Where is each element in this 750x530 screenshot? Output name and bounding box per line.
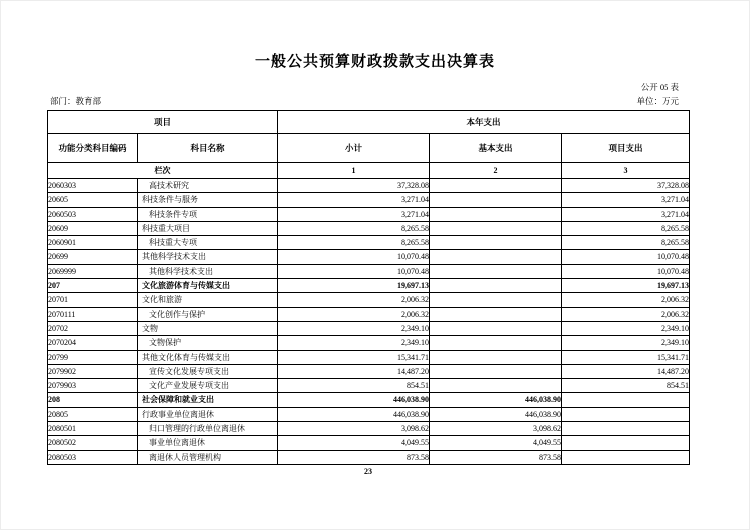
cell-project-expenditure: 2,006.32	[562, 293, 690, 307]
column-header-name: 科目名称	[138, 134, 278, 163]
cell-subtotal: 3,271.04	[278, 193, 430, 207]
column-index-3: 3	[562, 163, 690, 179]
header-columns-row	[48, 134, 690, 163]
cell-code: 2080503	[48, 450, 138, 464]
cell-basic-expenditure	[430, 207, 562, 221]
cell-subtotal: 873.58	[278, 450, 430, 464]
cell-code: 2070111	[48, 307, 138, 321]
cell-subject-name: 高技术研究	[138, 179, 278, 193]
unit-label: 单位：万元	[636, 96, 679, 106]
cell-code: 208	[48, 393, 138, 407]
cell-subject-name: 科技条件专项	[138, 207, 278, 221]
table-row	[48, 407, 690, 421]
cell-subject-name: 文化产业发展专项支出	[138, 379, 278, 393]
cell-subtotal: 10,070.48	[278, 264, 430, 278]
cell-subtotal: 4,049.55	[278, 436, 430, 450]
cell-basic-expenditure	[430, 321, 562, 335]
cell-subtotal: 15,341.71	[278, 350, 430, 364]
cell-subtotal: 446,038.90	[278, 393, 430, 407]
cell-subtotal: 2,349.10	[278, 336, 430, 350]
table-row	[48, 364, 690, 378]
cell-subtotal: 8,265.58	[278, 236, 430, 250]
cell-basic-expenditure: 446,038.90	[430, 407, 562, 421]
cell-basic-expenditure: 4,049.55	[430, 436, 562, 450]
cell-basic-expenditure: 3,098.62	[430, 422, 562, 436]
table-row	[48, 336, 690, 350]
column-header-code: 功能分类科目编码	[48, 134, 138, 163]
cell-subject-name: 归口管理的行政单位离退休	[138, 422, 278, 436]
cell-project-expenditure: 854.51	[562, 379, 690, 393]
cell-subtotal: 3,098.62	[278, 422, 430, 436]
table-row	[48, 179, 690, 193]
cell-subject-name: 科技重大专项	[138, 236, 278, 250]
cell-basic-expenditure	[430, 364, 562, 378]
cell-subject-name: 宣传文化发展专项支出	[138, 364, 278, 378]
cell-project-expenditure: 8,265.58	[562, 236, 690, 250]
cell-basic-expenditure	[430, 250, 562, 264]
table-row	[48, 279, 690, 293]
cell-code: 20799	[48, 350, 138, 364]
column-header-subtotal: 小计	[278, 134, 430, 163]
cell-basic-expenditure	[430, 350, 562, 364]
cell-subject-name: 其他科学技术支出	[138, 250, 278, 264]
cell-subtotal: 854.51	[278, 379, 430, 393]
cell-subject-name: 其他文化体育与传媒支出	[138, 350, 278, 364]
table-row	[48, 350, 690, 364]
cell-project-expenditure	[562, 407, 690, 421]
cell-subtotal: 37,328.08	[278, 179, 430, 193]
cell-project-expenditure: 8,265.58	[562, 221, 690, 235]
cell-subtotal: 8,265.58	[278, 221, 430, 235]
cell-project-expenditure	[562, 422, 690, 436]
cell-subtotal: 3,271.04	[278, 207, 430, 221]
cell-subtotal: 10,070.48	[278, 250, 430, 264]
cell-subtotal: 2,006.32	[278, 293, 430, 307]
cell-subject-name: 科技重大项目	[138, 221, 278, 235]
cell-basic-expenditure	[430, 236, 562, 250]
header-current-year-group: 本年支出	[278, 111, 690, 134]
table-row	[48, 193, 690, 207]
cell-subject-name: 科技条件与服务	[138, 193, 278, 207]
cell-basic-expenditure	[430, 179, 562, 193]
column-index-2: 2	[430, 163, 562, 179]
column-index-label: 栏次	[48, 163, 278, 179]
cell-basic-expenditure	[430, 221, 562, 235]
cell-basic-expenditure	[430, 193, 562, 207]
cell-code: 2079903	[48, 379, 138, 393]
cell-subtotal: 446,038.90	[278, 407, 430, 421]
cell-subject-name: 其他科学技术支出	[138, 264, 278, 278]
cell-basic-expenditure	[430, 279, 562, 293]
meta-row	[47, 96, 689, 107]
table-row	[48, 379, 690, 393]
cell-basic-expenditure	[430, 264, 562, 278]
table-row	[48, 321, 690, 335]
cell-code: 20702	[48, 321, 138, 335]
cell-project-expenditure: 10,070.48	[562, 250, 690, 264]
column-index-1: 1	[278, 163, 430, 179]
cell-code: 2069999	[48, 264, 138, 278]
cell-project-expenditure	[562, 436, 690, 450]
cell-subtotal: 2,349.10	[278, 321, 430, 335]
table-row	[48, 250, 690, 264]
cell-code: 2080501	[48, 422, 138, 436]
table-row	[48, 422, 690, 436]
cell-code: 207	[48, 279, 138, 293]
cell-subject-name: 文化旅游体育与传媒支出	[138, 279, 278, 293]
cell-project-expenditure	[562, 393, 690, 407]
cell-code: 20605	[48, 193, 138, 207]
cell-project-expenditure: 10,070.48	[562, 264, 690, 278]
cell-basic-expenditure	[430, 307, 562, 321]
cell-subject-name: 文化创作与保护	[138, 307, 278, 321]
cell-code: 2080502	[48, 436, 138, 450]
department-label: 部门：教育部	[50, 96, 102, 106]
cell-code: 2060901	[48, 236, 138, 250]
table-row	[48, 436, 690, 450]
cell-project-expenditure: 37,328.08	[562, 179, 690, 193]
cell-code: 2060303	[48, 179, 138, 193]
table-row	[48, 236, 690, 250]
page-title: 一般公共预算财政拨款支出决算表	[254, 54, 495, 70]
table-number-label: 公开 05 表	[640, 82, 679, 92]
table-row	[48, 307, 690, 321]
table-row	[48, 264, 690, 278]
table-row	[48, 221, 690, 235]
cell-project-expenditure	[562, 450, 690, 464]
column-header-basic: 基本支出	[430, 134, 562, 163]
column-header-project: 项目支出	[562, 134, 690, 163]
cell-project-expenditure: 14,487.20	[562, 364, 690, 378]
cell-project-expenditure: 19,697.13	[562, 279, 690, 293]
cell-project-expenditure: 2,349.10	[562, 336, 690, 350]
header-group-row	[48, 111, 690, 134]
cell-subtotal: 14,487.20	[278, 364, 430, 378]
cell-code: 20699	[48, 250, 138, 264]
cell-code: 2060503	[48, 207, 138, 221]
cell-project-expenditure: 2,349.10	[562, 321, 690, 335]
table-row	[48, 207, 690, 221]
cell-code: 20701	[48, 293, 138, 307]
cell-subject-name: 行政事业单位离退休	[138, 407, 278, 421]
column-index-row	[48, 163, 690, 179]
budget-expenditure-table	[47, 110, 690, 465]
cell-subtotal: 2,006.32	[278, 307, 430, 321]
table-row	[48, 293, 690, 307]
cell-project-expenditure: 3,271.04	[562, 193, 690, 207]
header-item-group: 项目	[48, 111, 278, 134]
cell-basic-expenditure	[430, 336, 562, 350]
cell-code: 20805	[48, 407, 138, 421]
cell-basic-expenditure: 446,038.90	[430, 393, 562, 407]
table-row	[48, 393, 690, 407]
page-number: 23	[364, 466, 372, 476]
cell-basic-expenditure	[430, 293, 562, 307]
cell-project-expenditure: 3,271.04	[562, 207, 690, 221]
cell-code: 20609	[48, 221, 138, 235]
cell-basic-expenditure	[430, 379, 562, 393]
cell-subject-name: 离退休人员管理机构	[138, 450, 278, 464]
cell-basic-expenditure: 873.58	[430, 450, 562, 464]
cell-subject-name: 事业单位离退休	[138, 436, 278, 450]
cell-subject-name: 文物	[138, 321, 278, 335]
cell-subject-name: 社会保障和就业支出	[138, 393, 278, 407]
cell-code: 2079902	[48, 364, 138, 378]
cell-subtotal: 19,697.13	[278, 279, 430, 293]
cell-project-expenditure: 15,341.71	[562, 350, 690, 364]
cell-subject-name: 文化和旅游	[138, 293, 278, 307]
cell-project-expenditure: 2,006.32	[562, 307, 690, 321]
cell-subject-name: 文物保护	[138, 336, 278, 350]
cell-code: 2070204	[48, 336, 138, 350]
table-row	[48, 450, 690, 464]
